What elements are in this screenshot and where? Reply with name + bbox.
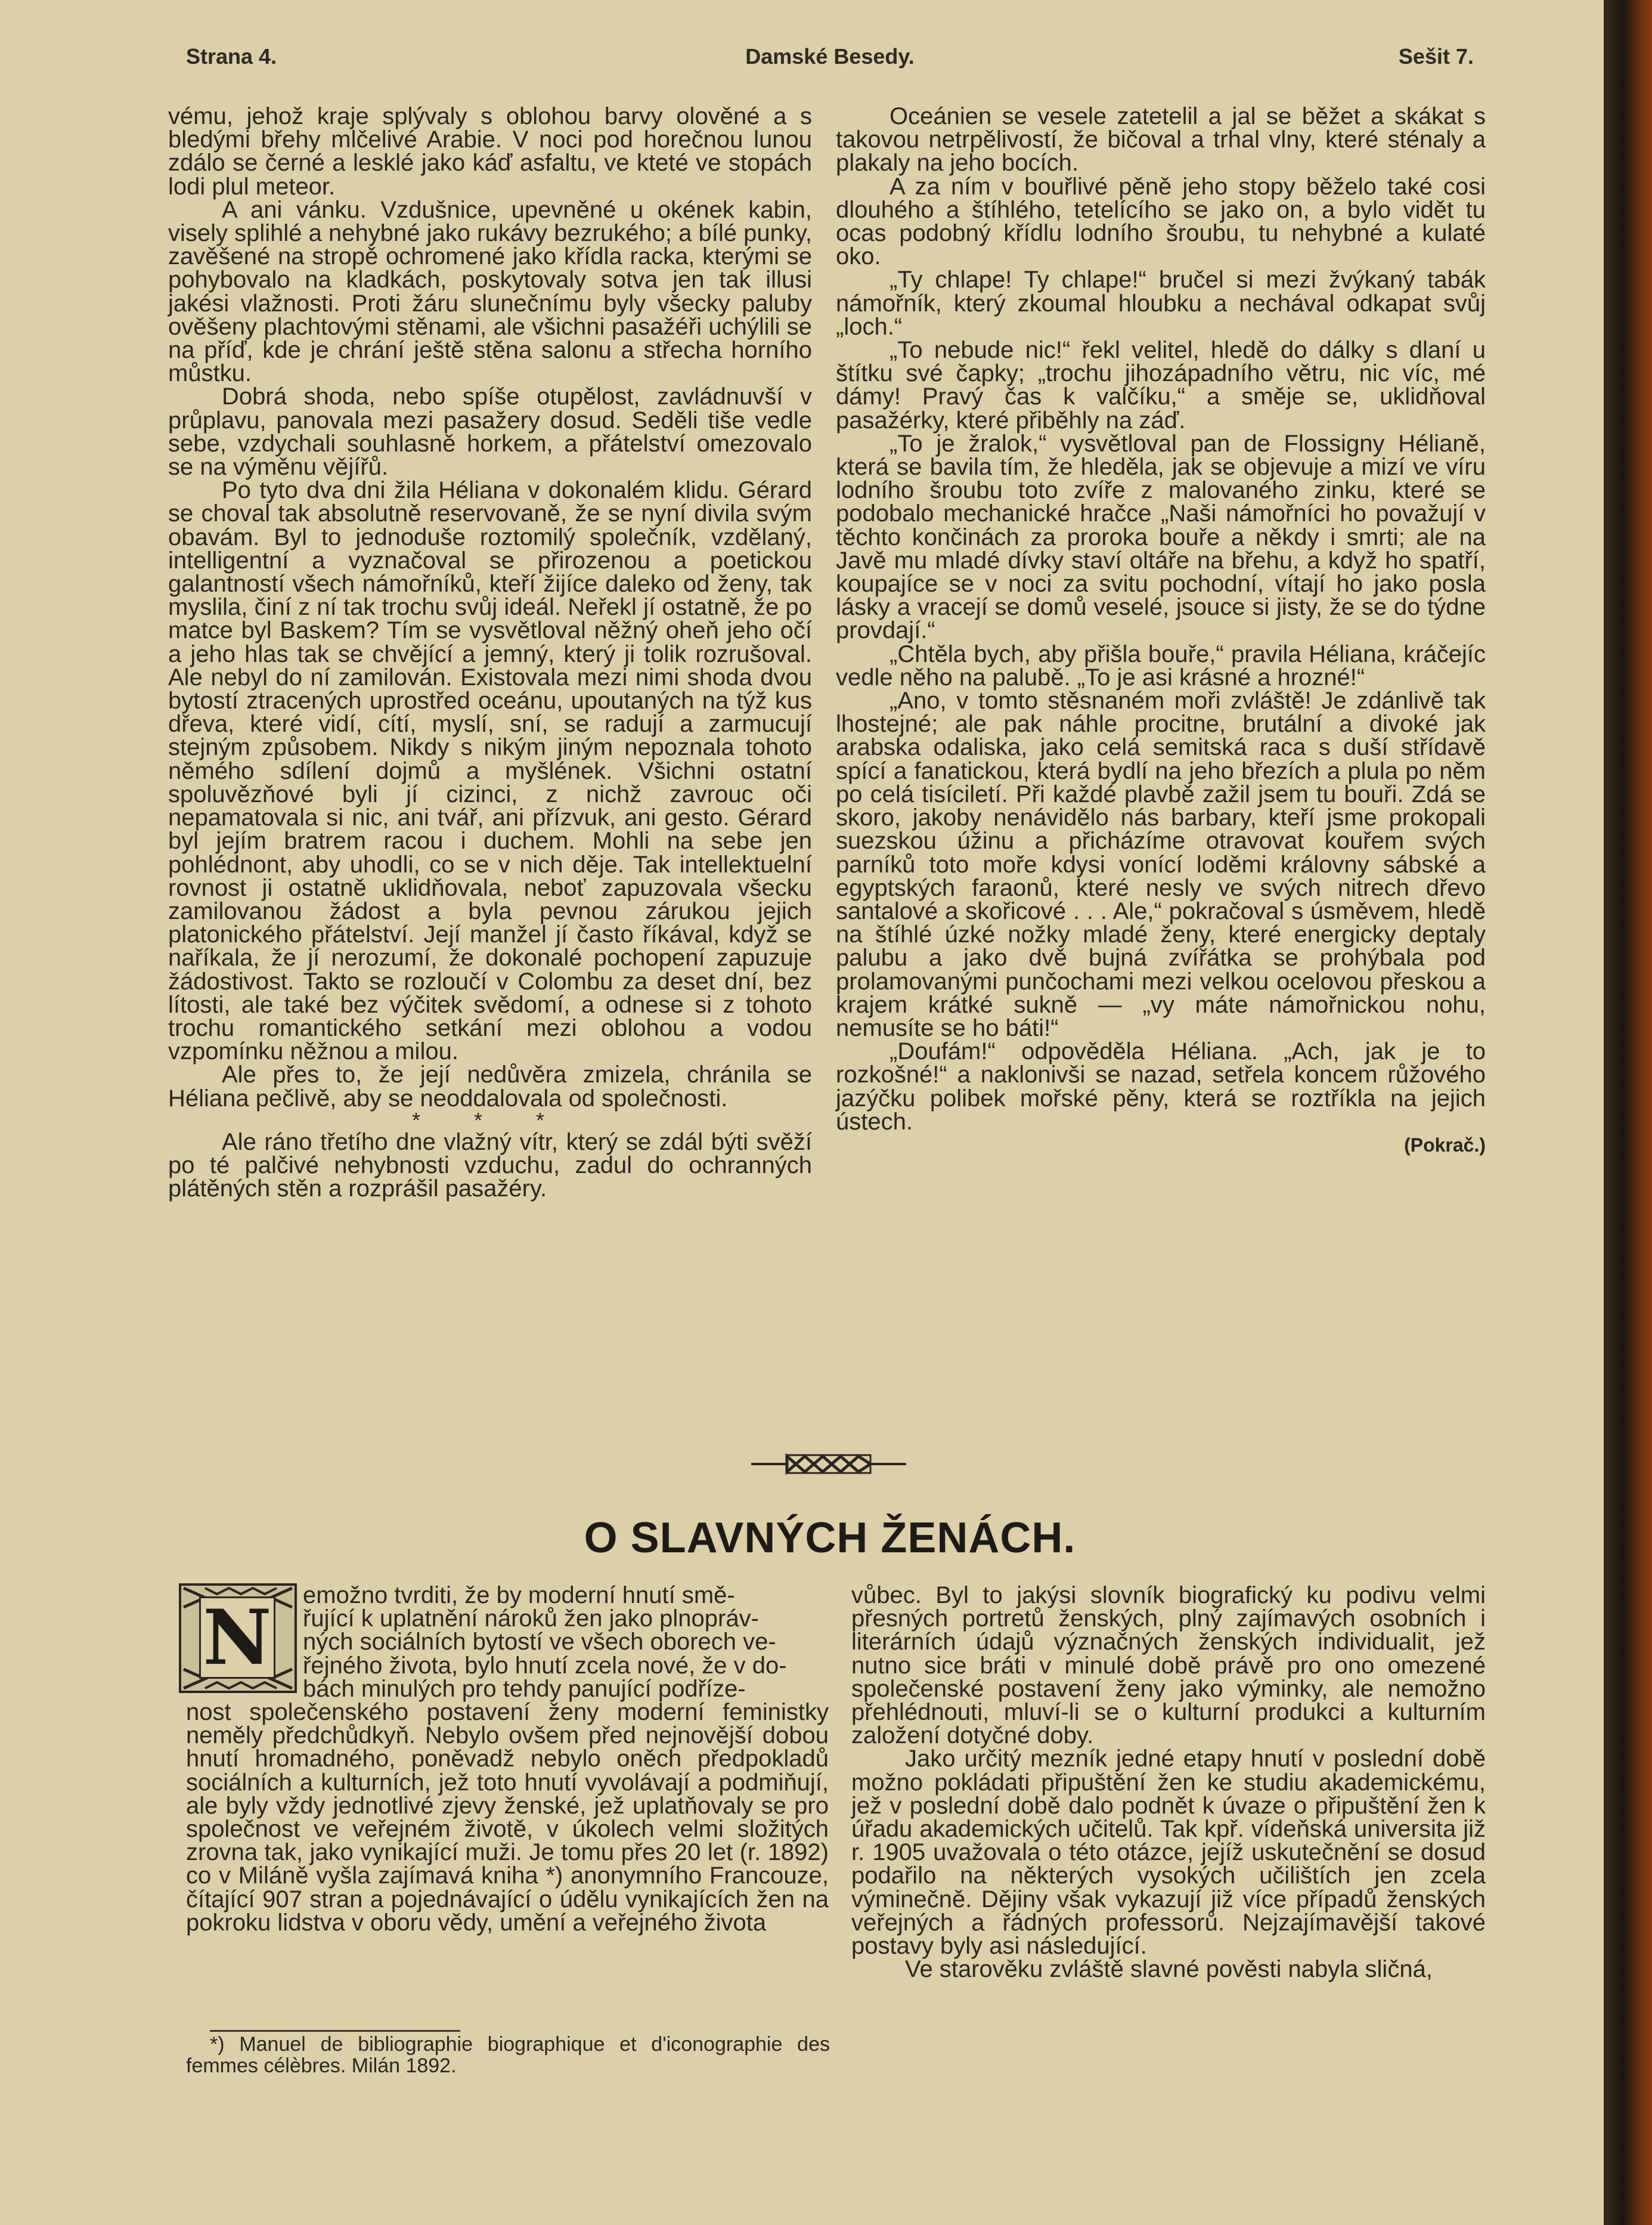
paragraph: Oceánien se vesele zatetelil a jal se běžet a skákat s takovou netrpělivostí, že bičoval a trhal vlny, které sténaly a plakaly na jeho bocích. [836,103,1486,177]
page-header [186,44,1474,74]
paragraph: „To je žralok,“ vysvětloval pan de Flossigny Hélianě, která se bavila tím, že hleděla, jak se objevuje a mizí ve víru lodního šroubu toto zvíře z malovaného zinku, které se podobalo mechanické hračce „Naši námořníci ho považují v těchto končinách za proroka bouře a někdy i smrti; ale na Javě mu mladé dívky staví oltáře na břehu, a když ho spatří, koupajíce se v noci za svitu pochodní, vítají ho jako posla lásky a vracejí se domů veselé, jsouce si jisty, že se do týdne provdají.“ [836,430,1486,644]
article-right-column [851,1584,1486,1981]
paragraph: vůbec. Byl to jakýsi slovník biografický ku podivu velmi přesných portretů ženských, plný zajímavých osobních i literárních údajů význačných ženských individualit, jež nutno sice bráti v minulé době právě pro ono omezené společenské postavení ženy jako výminky, ale nemožno přehlédnouti, mluví-li se o kulturní produkci a kulturním založení dotyčné doby. [851,1582,1486,1749]
section-break-stars: * * * [411,1107,569,1132]
text-line: bách minulých pro tehdy panující podříze- [303,1675,746,1702]
text-line: emožno tvrditi, že by moderní hnutí smě- [303,1582,735,1608]
magazine-title: Damské Besedy. [745,44,915,69]
continued-note: (Pokrač.) [1404,1134,1486,1156]
paragraph: Ve starověku zvláště slavné pověsti nabyla sličná, [905,1956,1433,1983]
paragraph: Dobrá shoda, nebo spíše otupělost, zavládnuvší v průplavu, panovala mezi pasažery dosud. Seděli tiše vedle sebe, vzdychali souhlasně horkem, a přátelství omezovalo se na výměnu vějířů. [168,383,812,481]
text-line: řejného života, bylo hnutí zcela nové, že v do- [303,1652,787,1679]
paragraph: „Ty chlape! Ty chlape!“ bručel si mezi žvýkaný tabák námořník, který zkoumal hloubku a nechával odkapat svůj „loch.“ [836,267,1486,340]
paragraph: „Ano, v tomto stěsnaném moři zvláště! Je zdánlivě tak lhostejné; ale pak náhle procitne, brutální a divoké jak arabska odaliska, jako celá semitská raca s duší střídavě spící a fanatickou, která bydlí na jeho březích a plula po něm po celá tisíciletí. Při každé plavbě zažil jsem tu bouři. Zdá se skoro, jakoby nenávidělo nás barbary, kteří jsme prokopali suezskou úžinu a přicházíme otravovat kouřem svých parníků toto moře kdysi vonící loděmi královny sábské a egyptských faraonů, které nesly ve svých nitrech dřevo santalové a skořicové . . . Ale,“ pokračoval s úsměvem, hledě na štíhlé úzké nožky mladé ženy, které energicky deptaly palubu a jako dvě bujná zvířátka se prohýbala pod prolamovanými punčochami mezi velkou ocelovou přeskou a krajem krátké sukně — „vy máte námořnickou nohu, nemusíte se ho báti!“ [836,688,1486,1041]
paragraph: nost společenského postavení ženy moderní feministky neměly předchůdkyň. Nebylo ovšem před nejnovější dobou hnutí hromadného, poněvadž nebylo oněch předpokladů sociálních a kulturních, jež toto hnutí vyvolávají a podmiňují, ale byly vždy jednotlivé zjevy ženské, jež uplatňovaly se pro společnost ve veřejném životě, v úkolech velmi složitých zrovna tak, jako vynikající muži. Je tomu přes 20 let (r. 1892) co v Miláně vyšla zajímavá kniha *) anonymního Francouze, čítající 907 stran a pojednávající o údělu vynikajících žen na pokroku lidstva v oboru vědy, umění a veřejného života [186,1699,829,1936]
footnote-rule [210,2030,460,2032]
story-right-column [836,105,1486,1157]
text-line: ných sociálních bytostí ve všech oborech ve- [303,1629,776,1655]
footnote [186,2034,830,2077]
article-title: O SLAVNÝCH ŽENÁCH. [584,1514,1076,1562]
paragraph: vému, jehož kraje splývaly s oblohou barvy olověné a s bledými břehy mlčelivé Arabie. V noci pod horečnou lunou zdálo se černé a lesklé jako káď asfaltu, ve kteté ve stopách lodi plul meteor. [168,103,812,200]
paragraph: Ale přes to, že její nedůvěra zmizela, chránila se Héliana pečlivě, aby se neoddalovala od společnosti. [168,1062,812,1112]
paragraph: A ani vánku. Vzdušnice, upevněné u okének kabin, visely splihlé a nehybné jako rukávy bezrukého; a bílé punky, zavěšené na stropě ochromené jako křídla racka, kterými se pohybovalo na kladkách, poskytovaly sotva jen tak illusi jakési vlažnosti. Proti žáru slunečnímu byly všecky paluby ověšeny plachtovými stěnami, ale všichni pasažéři uchýlili se na příď, kde je chrání ještě stěna salonu a střecha horního můstku. [168,196,812,387]
issue-number: Sešit 7. [1398,44,1474,69]
paragraph: Po tyto dva dni žila Héliana v dokonalém klidu. Gérard se choval tak absolutně reservovaně, že se nyní divila svým obavám. Byl to jednoduše roztomilý společník, vzdělaný, intelligentní a vyznačoval se přirozenou a poetickou galantností všech námořníků, kteří žijíce daleko od ženy, tak myslila, činí z ní tak trochu svůj ideál. Neřekl jí ostatně, že po matce byl Baskem? Tím se vysvětloval něžný oheň jeho očí a jeho hlas tak se chvějící a jemný, který ji tolik rozrušoval. Ale nebyl do ní zamilován. Existovala mezi nimi shoda dvou bytostí ztracených uprostřed oceánu, upoutaných na týž kus dřeva, které vidí, cítí, myslí, sní, se radují a zarmucují stejným způsobem. Nikdy s nikým jiným nepoznala tohoto němého sdílení dojmů a myšlének. Všichni ostatní spoluvězňové byli jí cizinci, z nichž zavrouc oči nepamatovala si nic, ani tvář, ani přízvuk, ani gesto. Gérard byl jejím bratrem racou i duchem. Mohli na sebe jen pohlédnont, aby uhodli, co se v nich děje. Tak intellektuelní rovnost ji ostatně uklidňovala, neboť zapuzovala všecku zamilovanou žádost a byla pevnou zárukou jejich platonického přátelství. Její manžel jí často říkával, když se naříkala, že jí nerozumí, že dokonalé pochopení zapuzuje žádostivost. Takto se rozloučí v Colombu za deset dní, bez lítosti, ale také bez výčitek svědomí, a odnese si z tohoto trochu romantického setkání mezi oblohou a vodou vzpomínku něžnou a milou. [168,477,812,1065]
article-intro-lines [303,1584,829,1701]
page-number: Strana 4. [186,44,277,69]
paragraph: Jako určitý mezník jedné etapy hnutí v poslední době možno pokládati připuštění žen ke studiu akademickému, jež v poslední době dalo podnět k úvaze o připuštění žen k úřadu akademických učitelů. Tak kpř. vídeňská universita již r. 1905 uvažovala o této otázce, jejíž uskutečnění se dosud podařilo na některých vysokých učilištích jen zcela výminečně. Dějiny však vykazují již více případů ženských veřejných a řádných professorů. Nejzajímavější takové postavy byly asi následující. [851,1746,1486,1960]
drop-cap-letter: N [199,1596,275,1679]
paragraph: A za ním v bouřlivé pěně jeho stopy běželo také cosi dlouhého a štíhlého, tetelícího se jako on, a bylo vidět tu ocas podobný křídlu lodního šroubu, tu nehybné a kulaté oko. [836,173,1486,270]
text-line: řující k uplatnění nároků žen jako plnopráv- [303,1605,759,1632]
paragraph: Ale ráno třetího dne vlažný vítr, který se zdál býti svěží po té palčivé nehybnosti vzduchu, zadul do ochranných plátěných stěn a rozprášil pasažéry. [168,1128,812,1202]
story-left-column [168,105,812,1200]
book-binding-edge [1604,0,1652,2225]
paragraph: „Chtěla bych, aby přišla bouře,“ pravila Héliana, kráčejíc vedle něho na palubě. „To je asi krásné a hrozné!“ [836,640,1486,691]
footnote-text: *) Manuel de bibliographie biographique et d'iconographie des femmes célèbres. Milán 1892. [186,2033,830,2077]
paragraph: „Doufám!“ odpověděla Héliana. „Ach, jak je to rozkošné!“ a naklonivši se nazad, setřela koncem růžového jazýčku polibek mořské pěny, která se roztříkla na jejich ústech. [836,1038,1486,1135]
drop-cap [179,1583,297,1693]
ornament-divider [751,1450,906,1478]
paragraph: „To nebude nic!“ řekl velitel, hledě do dálky s dlaní u štítku své čapky; „trochu jihozápadního větru, nic víc, mé dámy! Pravý čas k valčíku,“ a směje se, uklidňoval pasažérky, které přiběhly na záď. [836,337,1486,434]
article-left-column [186,1701,829,1935]
